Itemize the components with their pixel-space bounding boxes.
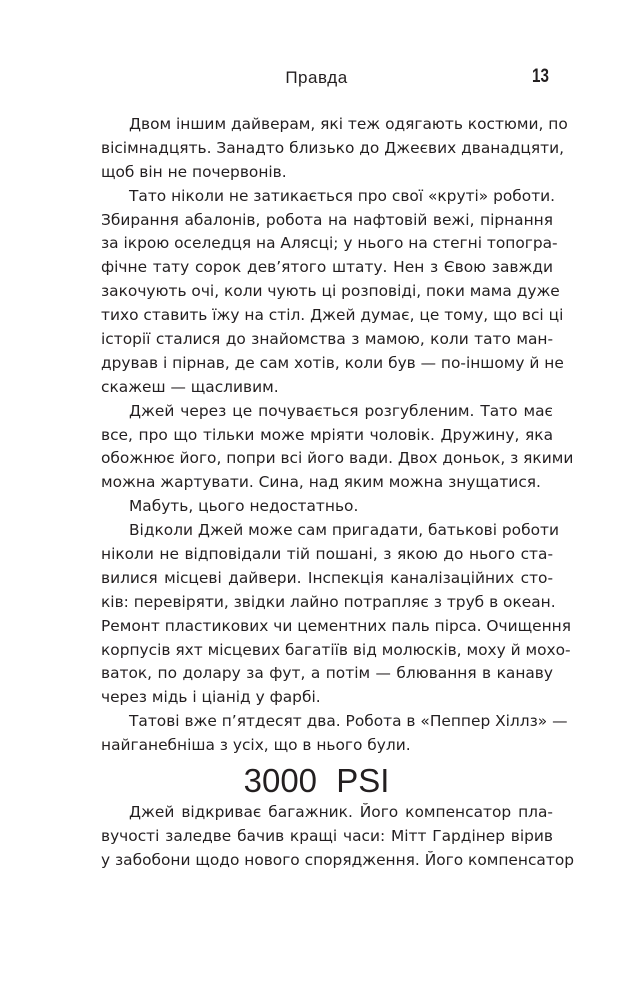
text-line: тихо ставить їжу на стіл. Джей думає, це тому, що всі ці [101,306,564,325]
paragraph [101,801,575,873]
body-text-section-2 [101,801,575,873]
text-line: Збирання абалонів, робота на нафтовій вежі, пірнання [101,210,553,229]
text-line: закочують очі, коли чують ці розповіді, поки мама дуже [101,282,560,301]
paragraph [101,495,553,519]
text-line: ків: перевіряти, звідки лайно потрапляє з труб в океан. [101,592,556,611]
paragraph [101,519,571,710]
text-line: за ікрою оселедця на Алясці; у нього на стегні топогра- [101,234,558,253]
text-line: Джей через це почувається розгубленим. Тато має [129,401,553,420]
text-line: скажеш — щасливим. [101,377,279,396]
body-text-section-1 [101,113,574,758]
text-line: все, про що тільки може мріяти чоловік. Дружину, яка [101,425,553,444]
text-line: щоб він не почервонів. [101,162,287,181]
section-heading: 3000 PSI [243,762,390,799]
text-line: ваток, по долару за фут, а потім — блювання в канаву [101,664,553,683]
text-line: Тато ніколи не затикається про свої «круті» роботи. [129,186,556,205]
text-line: вилися місцеві дайвери. Інспекція каналізаційних сто- [101,568,553,587]
paragraph [101,710,568,758]
text-line: у забобони щодо нового спорядження. Його компенсатор [101,850,575,869]
text-line: ніколи не відповідали тій пошані, з якою до нього ста- [101,545,553,564]
text-line: дрував і пірнав, де сам хотів, коли був — по-іншому й не [101,353,564,372]
paragraph [101,185,564,400]
text-line: Ремонт пластикових чи цементних паль пірса. Очищення [101,616,571,635]
text-line: Мабуть, цього недостатньо. [129,497,359,516]
text-line: корпусів яхт місцевих багатіїв від молюсків, моху й мохо- [101,640,571,659]
paragraph [101,400,574,496]
text-line: найганебніша з усіх, що в нього були. [101,736,411,755]
text-line: обожнює його, попри всі його вади. Двох доньок, з якими [101,449,574,468]
text-line: історії сталися до знайомства з мамою, коли тато ман- [101,330,553,349]
text-line: фічне тату сорок дев’ятого штату. Нен з Євою завжди [101,258,553,277]
text-line: Двом іншим дайверам, які теж одягають костюми, по [129,115,568,133]
running-title: Правда [285,68,348,87]
paragraph [101,113,568,185]
text-line: Татові вже п’ятдесят два. Робота в «Пеппер Хіллз» — [129,712,568,731]
text-line: вісімнадцять. Занадто близько до Джеєвих дванадцяти, [101,138,564,157]
text-line: Джей відкриває багажник. Його компенсатор пла- [129,803,553,821]
text-line: Відколи Джей може сам пригадати, батькові роботи [129,521,559,540]
text-line: вучості заледве бачив кращі часи: Мітт Гардінер вірив [101,826,553,845]
text-line: через мідь і ціанід у фарбі. [101,688,321,707]
text-line: можна жартувати. Сина, над яким можна знущатися. [101,473,541,492]
page-number: 13 [532,66,549,87]
